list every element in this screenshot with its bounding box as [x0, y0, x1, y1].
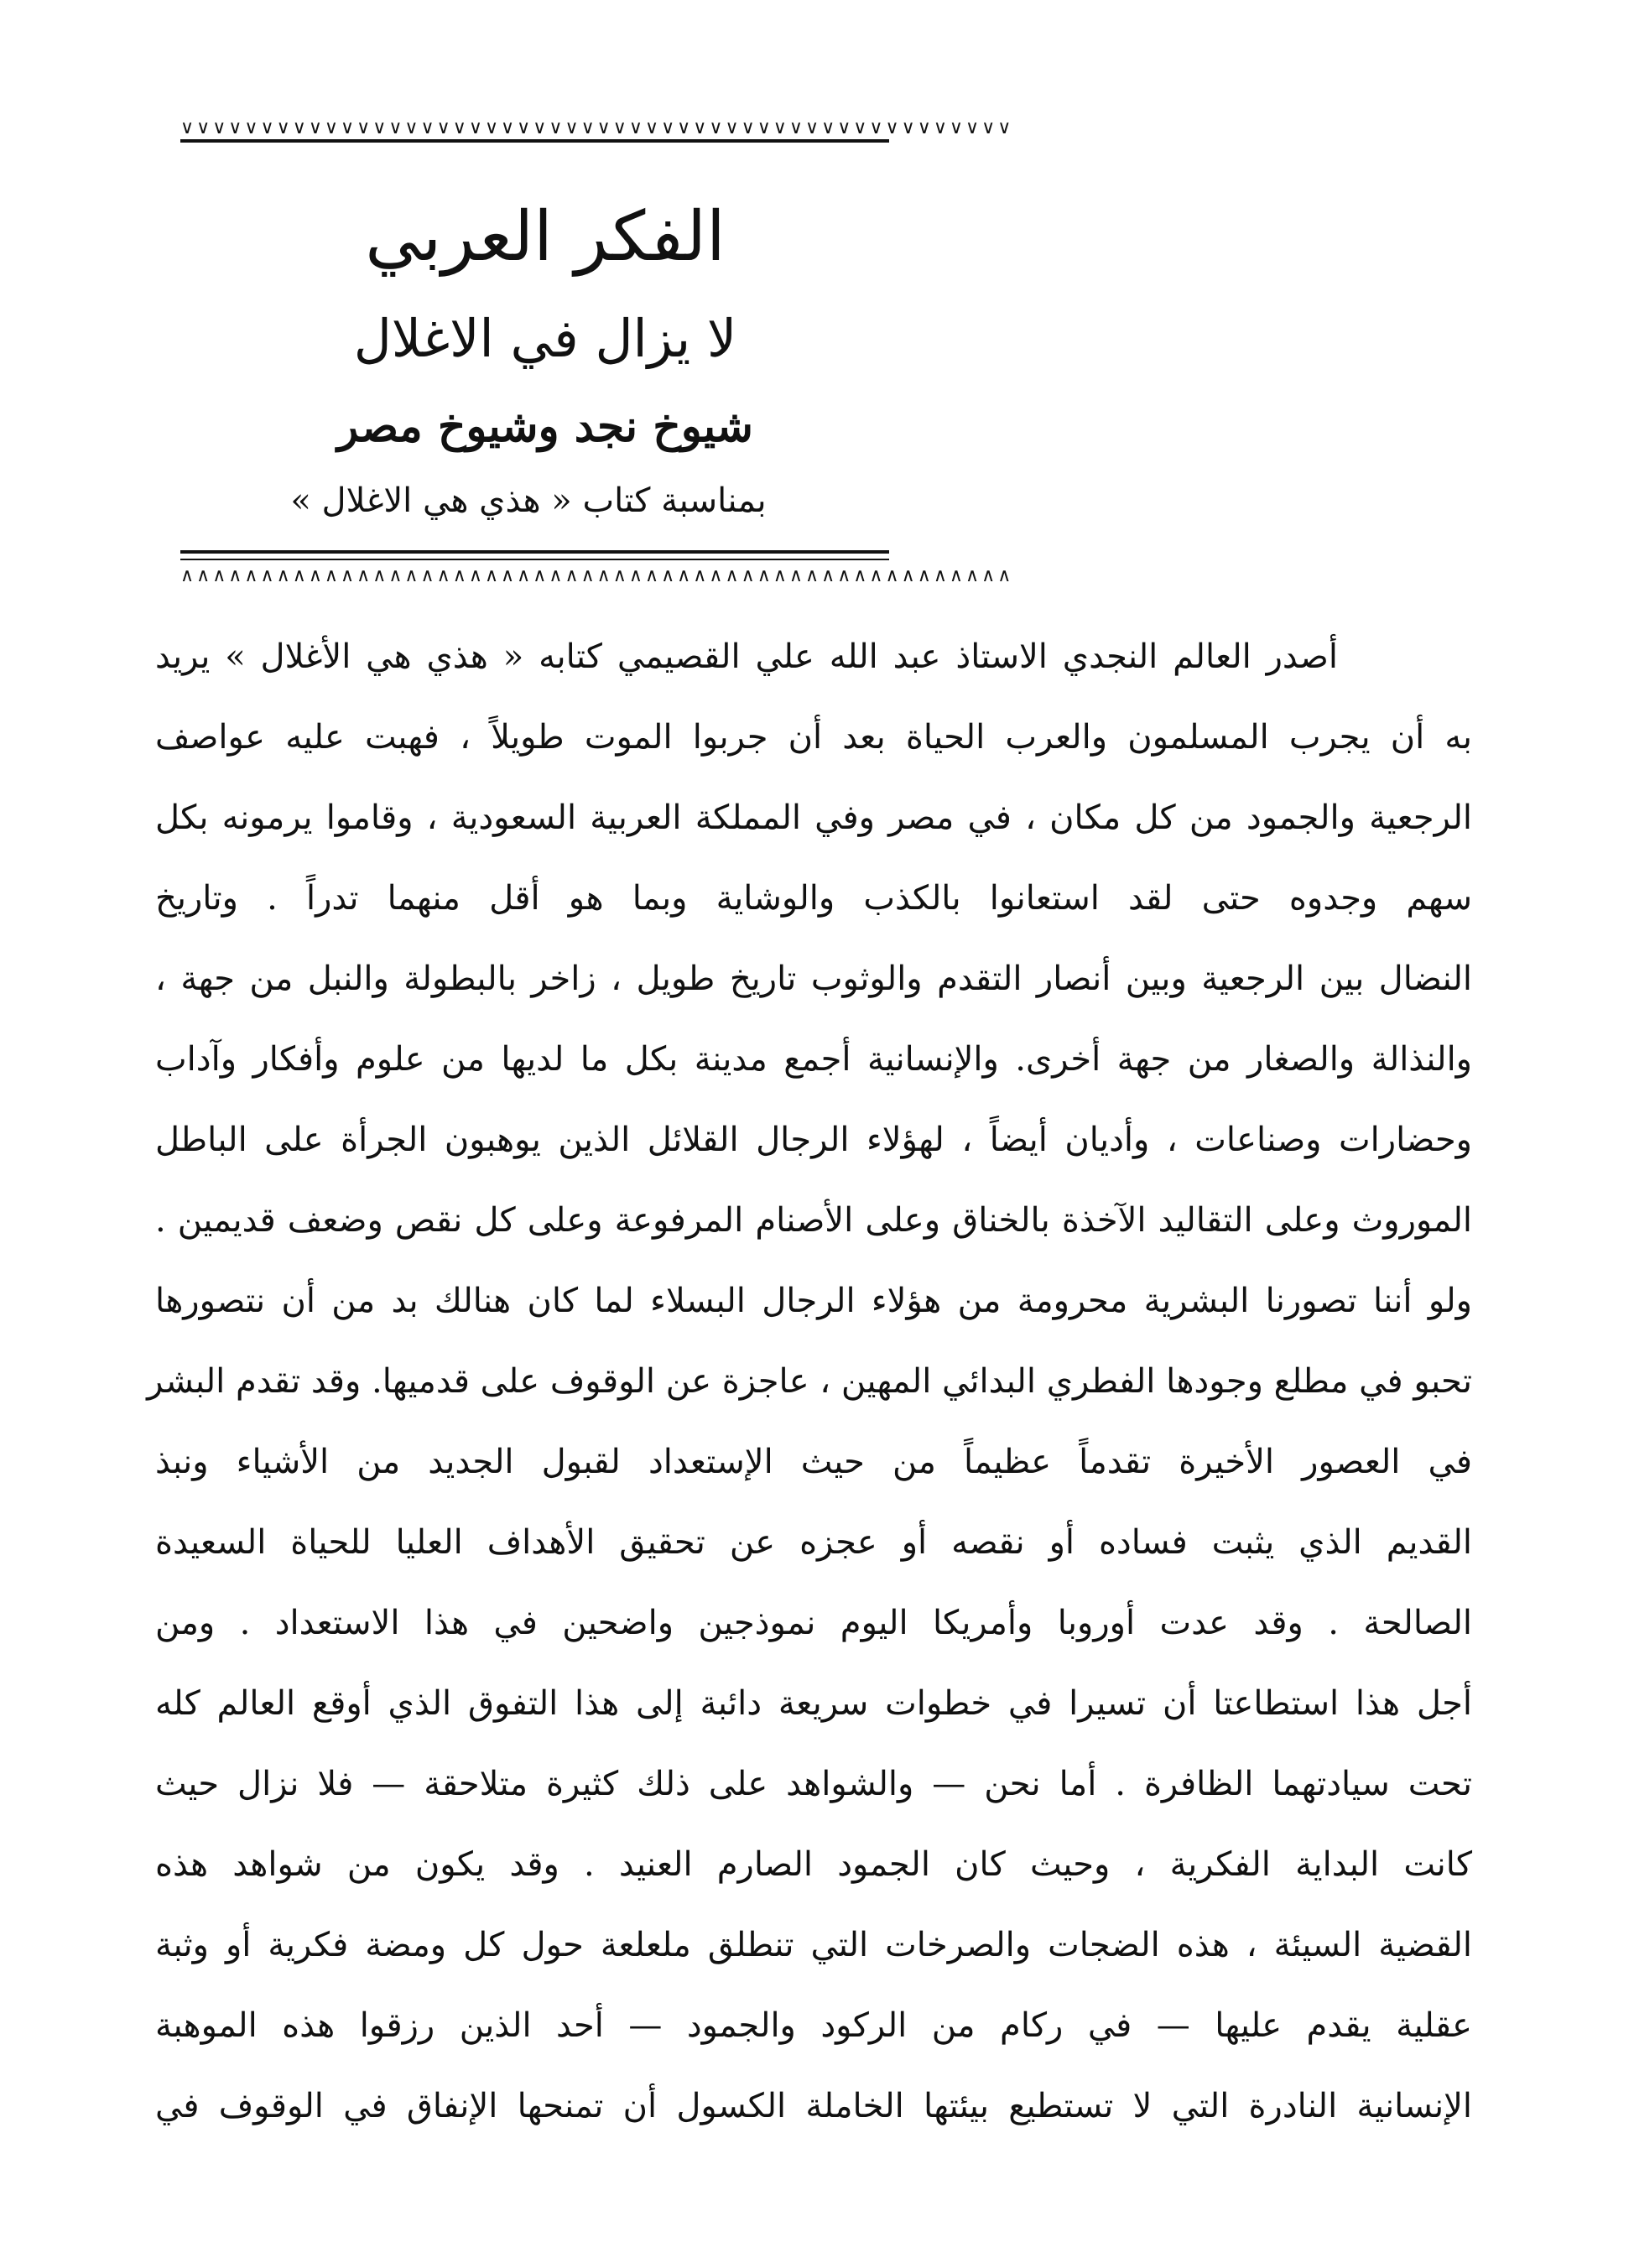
- body-line: به أن يجرب المسلمون والعرب الحياة بعد أن جربوا الموت طويلاً ، فهبت عليه عواصف: [155, 718, 1472, 757]
- header-rule-upper: [180, 550, 889, 554]
- body-line: الموروث وعلى التقاليد الآخذة بالخناق وعلى الأصنام المرفوعة وعلى كل نقص وضعف قديمين .: [155, 1201, 1472, 1240]
- body-line: والنذالة والصغار من جهة أخرى. والإنسانية أجمع مدينة بكل ما لديها من علوم وأفكار وآداب: [155, 1040, 1472, 1079]
- body-line: كانت البداية الفكرية ، وحيث كان الجمود الصارم العنيد . وقد يكون من شواهد هذه: [155, 1845, 1472, 1884]
- body-line: الصالحة . وقد عدت أوروبا وأمريكا اليوم نموذجين واضحين في هذا الاستعداد . ومن: [155, 1604, 1472, 1642]
- article-body: [147, 616, 1472, 2146]
- body-line: وحضارات وصناعات ، وأديان أيضاً ، لهؤلاء الرجال القلائل الذين يوهبون الجرأة على الباطل: [155, 1121, 1472, 1159]
- top-rule: [180, 139, 889, 143]
- body-line: القديم الذي يثبت فساده أو نقصه أو عجزه عن تحقيق الأهداف العليا للحياة السعيدة: [155, 1523, 1472, 1562]
- body-line: تحبو في مطلع وجودها الفطري البدائي المهين ، عاجزة عن الوقوف على قدميها. وقد تقدم البشر: [147, 1362, 1472, 1401]
- body-line: ولو أننا تصورنا البشرية محرومة من هؤلاء الرجال البسلاء لما كان هنالك بد من أن نتصورها: [155, 1282, 1472, 1320]
- body-line: الرجعية والجمود من كل مكان ، في مصر وفي المملكة العربية السعودية ، وقاموا يرمونه بكل: [155, 798, 1472, 837]
- body-line: في العصور الأخيرة تقدماً عظيماً من حيث الإستعداد لقبول الجديد من الأشياء ونبذ: [155, 1443, 1472, 1481]
- body-line: أجل هذا استطاعتا أن تسيرا في خطوات سريعة دائبة إلى هذا التفوق الذي أوقع العالم كله: [155, 1684, 1472, 1723]
- article-subtitle: لا يزال في الاغلال: [353, 308, 737, 369]
- body-line: القضية السيئة ، هذه الضجات والصرخات التي تنطلق ملعلعة حول كل ومضة فكرية أو وثبة: [155, 1926, 1472, 1964]
- body-line: أصدر العالم النجدي الاستاذ عبد الله علي القصيمي كتابه « هذي هي الأغلال » يريد: [155, 637, 1338, 676]
- article-occasion-note: بمناسبة كتاب « هذي هي الاغلال »: [290, 481, 767, 520]
- body-line: تحت سيادتهما الظافرة . أما نحن — والشواهد على ذلك كثيرة متلاحقة — فلا نزال حيث: [155, 1765, 1472, 1803]
- body-line: عقلية يقدم عليها — في ركام من الركود والجمود — أحد الذين رزقوا هذه الموهبة: [155, 2006, 1472, 2045]
- body-line: سهم وجدوه حتى لقد استعانوا بالكذب والوشاية وبما هو أقل منهما تدراً . وتاريخ: [155, 879, 1472, 918]
- article-subheading: شيوخ نجد وشيوخ مصر: [337, 401, 753, 452]
- header-rule-lower: [180, 559, 889, 560]
- body-line: النضال بين الرجعية وبين أنصار التقدم والوثوب تاريخ طويل ، زاخر بالبطولة والنبل من جهة ،: [155, 960, 1472, 998]
- bottom-ornament-border: ∧∧∧∧∧∧∧∧∧∧∧∧∧∧∧∧∧∧∧∧∧∧∧∧∧∧∧∧∧∧∧∧∧∧∧∧∧∧∧∧∧∧∧∧∧∧∧∧∧∧∧∧: [180, 565, 1014, 586]
- body-line: الإنسانية النادرة التي لا تستطيع بيئتها الخاملة الكسول أن تمنحها الإنفاق في الوقوف في: [155, 2087, 1472, 2125]
- top-ornament-border: ∨∨∨∨∨∨∨∨∨∨∨∨∨∨∨∨∨∨∨∨∨∨∨∨∨∨∨∨∨∨∨∨∨∨∨∨∨∨∨∨∨∨∨∨∨∨∨∨∨∨∨∨: [180, 117, 1014, 138]
- article-title: الفكر العربي: [365, 197, 726, 277]
